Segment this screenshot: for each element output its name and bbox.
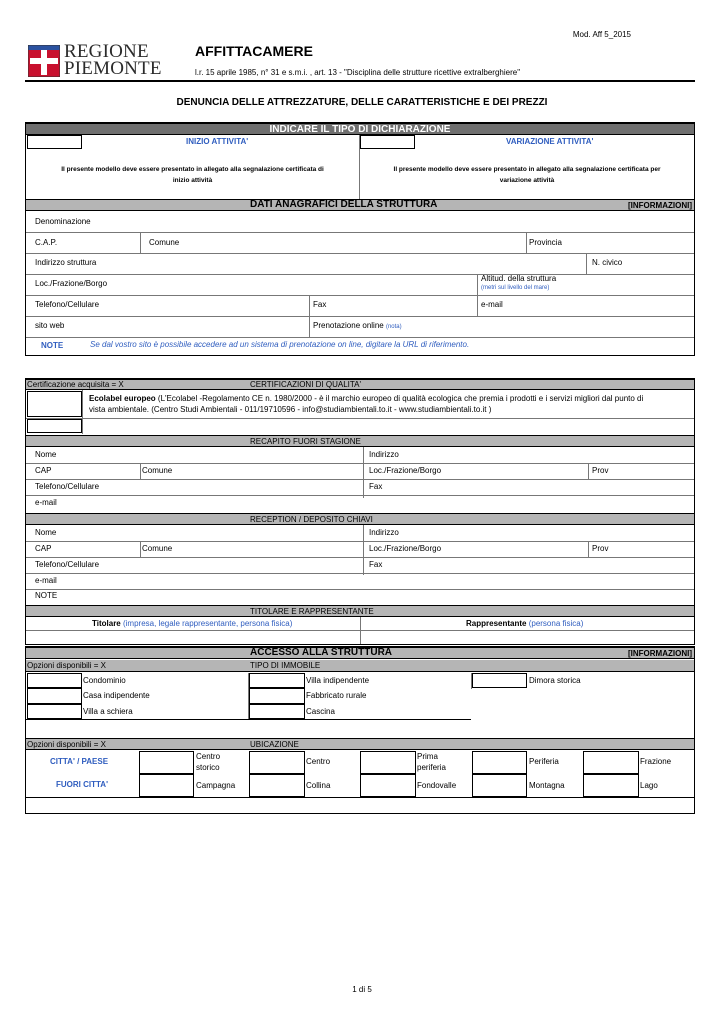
rappresentante-label: Rappresentante bbox=[466, 619, 527, 628]
ubicazione-bar bbox=[26, 738, 694, 750]
denominazione-label: Denominazione bbox=[35, 217, 91, 226]
variazione-attivita-checkbox[interactable] bbox=[360, 135, 415, 149]
comune-label: Comune bbox=[149, 238, 180, 247]
lago-checkbox[interactable] bbox=[583, 774, 639, 797]
piemonte-flag-logo bbox=[28, 45, 60, 77]
anagrafica-heading: DATI ANAGRAFICI DELLA STRUTTURA bbox=[250, 199, 438, 210]
altitudine-note: (metri sul livello del mare) bbox=[481, 285, 550, 291]
prenotazione-label bbox=[313, 321, 402, 330]
recapito-bar bbox=[26, 435, 694, 447]
campagna-label: Campagna bbox=[196, 781, 236, 790]
recapito-heading: RECAPITO FUORI STAGIONE bbox=[250, 437, 361, 446]
altitudine-label: Altitud. della struttura bbox=[481, 274, 557, 283]
inizio-note-line2: inizio attività bbox=[172, 177, 213, 184]
fabbricato-rurale-label: Fabbricato rurale bbox=[306, 691, 367, 700]
indirizzo-label: Indirizzo struttura bbox=[35, 258, 97, 267]
inizio-note bbox=[26, 164, 359, 186]
recapito-loc-label: Loc./Frazione/Borgo bbox=[369, 466, 442, 475]
recapito-email-label: e-mail bbox=[35, 498, 57, 507]
accesso-heading: ACCESSO ALLA STRUTTURA bbox=[250, 647, 393, 658]
recapito-telefono-label: Telefono/Cellulare bbox=[35, 482, 100, 491]
reception-fax-label: Fax bbox=[369, 560, 383, 569]
frazione-checkbox[interactable] bbox=[583, 751, 639, 774]
ubicazione-opzioni-label: Opzioni disponibili = X bbox=[27, 740, 106, 749]
inizio-attivita-label: INIZIO ATTIVITA' bbox=[186, 137, 249, 146]
cap-label: C.A.P. bbox=[35, 238, 58, 247]
tipo-opzioni-label: Opzioni disponibili = X bbox=[27, 661, 106, 670]
module-code: Mod. Aff 5_2015 bbox=[572, 30, 631, 39]
reception-bar bbox=[26, 513, 694, 525]
logo-wordmark bbox=[64, 43, 162, 77]
villa-schiera-checkbox[interactable] bbox=[27, 704, 82, 719]
collina-label: Collina bbox=[306, 781, 331, 790]
telefono-label: Telefono/Cellulare bbox=[35, 300, 100, 309]
titolare-label: Titolare bbox=[92, 619, 121, 628]
variazione-note-line1: Il presente modello deve essere presentato in allegato alla segnalazione certificata per bbox=[393, 166, 661, 173]
civico-label: N. civico bbox=[592, 258, 623, 267]
ecolabel-desc-1: (L'Ecolabel -Regolamento CE n. 1980/2000 - è il marchio europeo di qualità ecologica che premia i prodotti e i servizi migliori dal punto di bbox=[155, 394, 644, 403]
reception-heading: RECEPTION / DEPOSITO CHIAVI bbox=[250, 515, 373, 524]
titolare-note: (impresa, legale rappresentante, persona fisica) bbox=[122, 619, 293, 628]
villa-schiera-label: Villa a schiera bbox=[83, 707, 133, 716]
titolare-label-group bbox=[92, 619, 292, 628]
fondovalle-checkbox[interactable] bbox=[360, 774, 416, 797]
prima-periferia-line2: periferia bbox=[417, 763, 446, 772]
accesso-section bbox=[25, 646, 695, 814]
reception-cap-label: CAP bbox=[35, 544, 52, 553]
lago-label: Lago bbox=[640, 781, 658, 790]
logo-line2: PIEMONTE bbox=[64, 58, 162, 79]
logo-line1: REGIONE bbox=[64, 41, 149, 62]
recapito-indirizzo-label: Indirizzo bbox=[369, 450, 399, 459]
villa-indipendente-checkbox[interactable] bbox=[249, 673, 305, 688]
recapito-prov-label: Prov bbox=[592, 466, 609, 475]
declaration-heading-bar bbox=[26, 123, 694, 135]
centro-label: Centro bbox=[306, 757, 331, 766]
centro-storico-label bbox=[196, 751, 220, 773]
ecolabel-title: Ecolabel europeo bbox=[89, 394, 156, 403]
cert-extra-checkbox[interactable] bbox=[27, 419, 82, 433]
variazione-note bbox=[360, 164, 694, 186]
variazione-note-line2: variazione attività bbox=[499, 177, 555, 184]
tipo-bar bbox=[26, 660, 694, 672]
note-label: NOTE bbox=[41, 341, 64, 350]
centro-checkbox[interactable] bbox=[249, 751, 305, 774]
reception-nome-label: Nome bbox=[35, 528, 57, 537]
declaration-heading: INDICARE IL TIPO DI DICHIARAZIONE bbox=[269, 124, 451, 135]
centro-storico-line2: storico bbox=[196, 763, 220, 772]
casa-indipendente-checkbox[interactable] bbox=[27, 688, 82, 704]
cascina-checkbox[interactable] bbox=[249, 704, 305, 719]
cert-heading: CERTIFICAZIONI DI QUALITA' bbox=[250, 380, 362, 389]
inizio-attivita-checkbox[interactable] bbox=[27, 135, 82, 149]
centro-storico-checkbox[interactable] bbox=[139, 751, 194, 774]
fuori-citta-label: FUORI CITTA' bbox=[56, 780, 108, 789]
periferia-checkbox[interactable] bbox=[472, 751, 527, 774]
declaration-section bbox=[25, 122, 695, 356]
condominio-label: Condominio bbox=[83, 676, 126, 685]
recapito-comune-label: Comune bbox=[142, 466, 173, 475]
villa-indipendente-label: Villa indipendente bbox=[306, 676, 370, 685]
header-rule bbox=[25, 80, 695, 82]
condominio-checkbox[interactable] bbox=[27, 673, 82, 688]
recapito-nome-label: Nome bbox=[35, 450, 57, 459]
provincia-label: Provincia bbox=[529, 238, 562, 247]
recapito-fax-label: Fax bbox=[369, 482, 383, 491]
page-number: 1 di 5 bbox=[352, 985, 372, 994]
fabbricato-rurale-checkbox[interactable] bbox=[249, 688, 305, 704]
ecolabel-text bbox=[89, 393, 693, 415]
variazione-attivita-label: VARIAZIONE ATTIVITA' bbox=[506, 137, 594, 146]
fax-label: Fax bbox=[313, 300, 327, 309]
titolare-bar bbox=[26, 605, 694, 617]
prima-periferia-checkbox[interactable] bbox=[360, 751, 416, 774]
campagna-checkbox[interactable] bbox=[139, 774, 194, 797]
titolare-heading: TITOLARE E RAPPRESENTANTE bbox=[250, 607, 374, 616]
ubicazione-heading: UBICAZIONE bbox=[250, 740, 299, 749]
accesso-info-link[interactable]: [INFORMAZIONI] bbox=[628, 649, 692, 658]
cert-bar bbox=[26, 379, 694, 390]
prima-periferia-line1: Prima bbox=[417, 752, 438, 761]
casa-indipendente-label: Casa indipendente bbox=[83, 691, 150, 700]
reception-note-label: NOTE bbox=[35, 591, 58, 600]
reception-comune-label: Comune bbox=[142, 544, 173, 553]
reception-prov-label: Prov bbox=[592, 544, 609, 553]
accesso-heading-bar bbox=[26, 647, 694, 659]
cascina-label: Cascina bbox=[306, 707, 335, 716]
form-subtitle: DENUNCIA DELLE ATTREZZATURE, DELLE CARATTERISTICHE E DEI PREZZI bbox=[176, 97, 548, 108]
reception-loc-label: Loc./Frazione/Borgo bbox=[369, 544, 442, 553]
anagrafica-info-link[interactable]: [INFORMAZIONI] bbox=[628, 201, 692, 210]
centro-storico-line1: Centro bbox=[196, 752, 221, 761]
dimora-storica-label: Dimora storica bbox=[529, 676, 581, 685]
ecolabel-desc-2: vista ambientale. (Centro Studi Ambientali - 011/19710596 - info@studiambientali.to.it - www.studiambientali.to.it ) bbox=[89, 405, 492, 414]
dimora-storica-checkbox[interactable] bbox=[472, 673, 527, 688]
prenotazione-text: Prenotazione online bbox=[313, 321, 384, 330]
reception-telefono-label: Telefono/Cellulare bbox=[35, 560, 100, 569]
reception-indirizzo-label: Indirizzo bbox=[369, 528, 399, 537]
rappresentante-label-group bbox=[466, 619, 583, 628]
note-text: Se dal vostro sito è possibile accedere ad un sistema di prenotazione on line, digitare la URL di riferimento. bbox=[90, 340, 470, 349]
law-reference: l.r. 15 aprile 1985, n° 31 e s.m.i. , art. 13 - "Disciplina delle strutture ricettive extralberghiere" bbox=[195, 68, 521, 77]
page-title: AFFITTACAMERE bbox=[195, 43, 313, 59]
collina-checkbox[interactable] bbox=[249, 774, 305, 797]
prima-periferia-label bbox=[417, 751, 446, 773]
inizio-note-line1: Il presente modello deve essere presentato in allegato alla segnalazione certificata di bbox=[61, 166, 324, 173]
cert-acquisita-label: Certificazione acquisita = X bbox=[27, 380, 124, 389]
sito-label: sito web bbox=[35, 321, 65, 330]
montagna-label: Montagna bbox=[529, 781, 565, 790]
ecolabel-checkbox[interactable] bbox=[27, 391, 82, 417]
reception-email-label: e-mail bbox=[35, 576, 57, 585]
certificazioni-section bbox=[25, 378, 695, 645]
prenotazione-note-link[interactable]: (nota) bbox=[385, 324, 402, 330]
periferia-label: Periferia bbox=[529, 757, 559, 766]
montagna-checkbox[interactable] bbox=[472, 774, 527, 797]
email-label: e-mail bbox=[481, 300, 503, 309]
tipo-heading: TIPO DI IMMOBILE bbox=[250, 661, 321, 670]
citta-paese-label: CITTA' / PAESE bbox=[50, 757, 109, 766]
fondovalle-label: Fondovalle bbox=[417, 781, 457, 790]
recapito-cap-label: CAP bbox=[35, 466, 52, 475]
anagrafica-heading-bar bbox=[26, 199, 694, 211]
loc-label: Loc./Frazione/Borgo bbox=[35, 279, 108, 288]
rappresentante-note: (persona fisica) bbox=[528, 619, 584, 628]
frazione-label: Frazione bbox=[640, 757, 672, 766]
